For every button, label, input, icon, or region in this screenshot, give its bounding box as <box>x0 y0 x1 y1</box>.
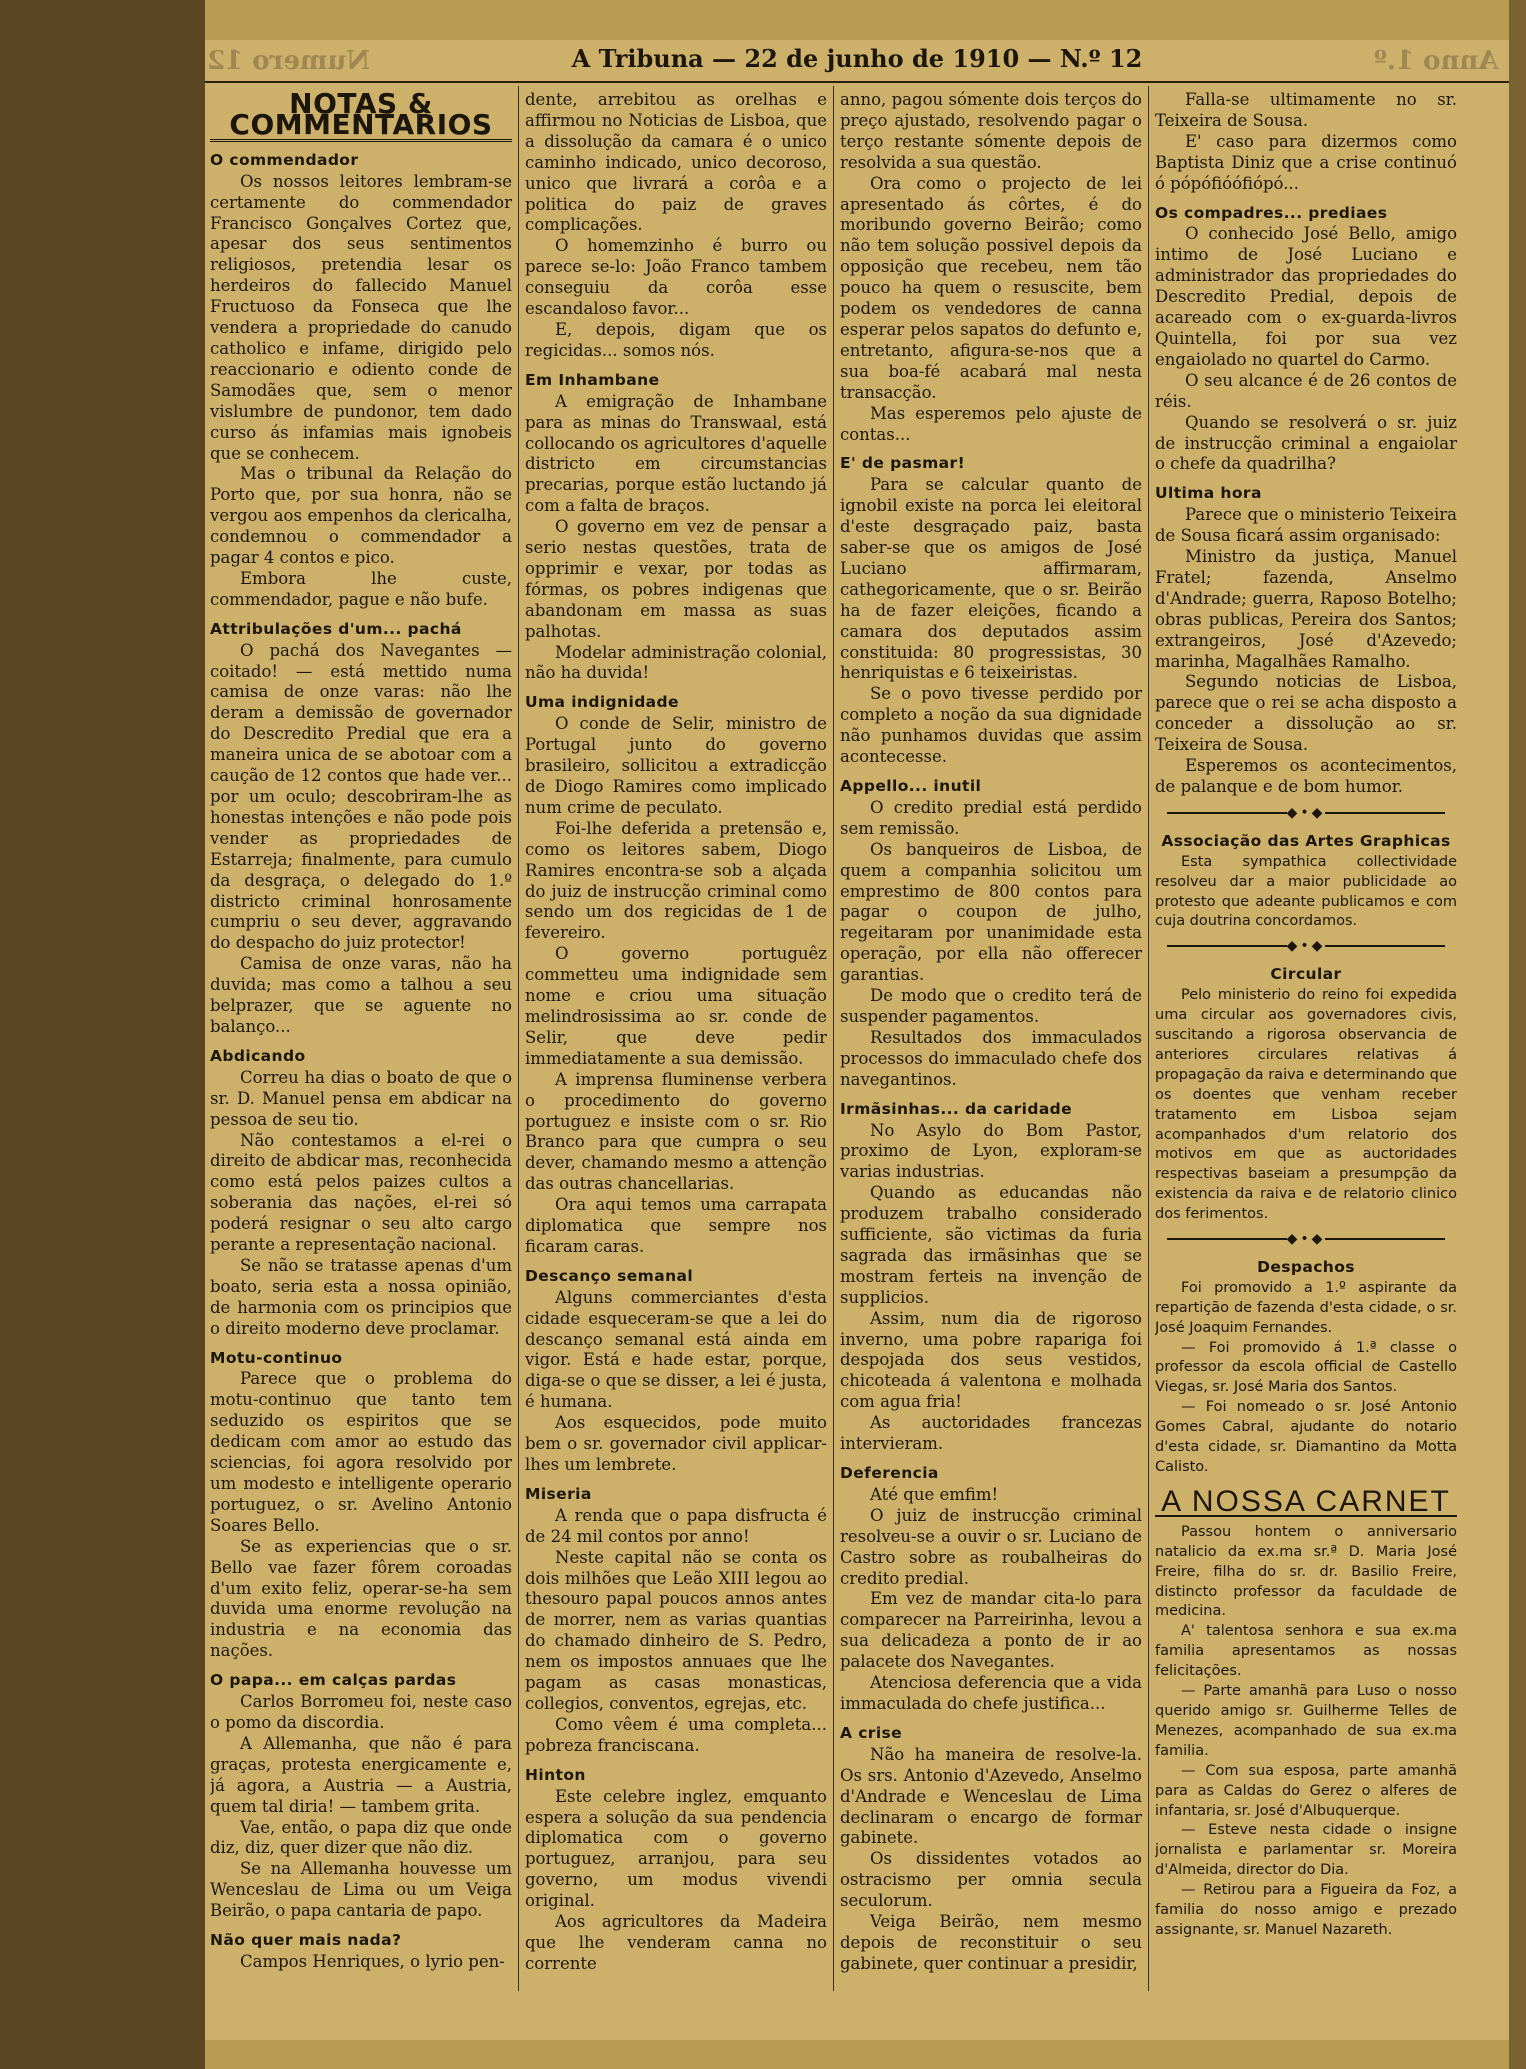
paragraph: Veiga Beirão, nem mesmo depois de reconstituir o seu gabinete, quer continuar a presidir, <box>840 1912 1142 1973</box>
paragraph: Segundo noticias de Lisboa, parece que o rei se acha disposto a conceder a dissolução ao sr. Teixeira de Sousa. <box>1155 672 1457 755</box>
paragraph: Quando as educandas não produzem trabalho considerado sufficiente, são victimas da furia sagrada das irmãsinhas que se mostram ferteis na invenção de supplicios. <box>840 1183 1142 1307</box>
article-heading: Não quer mais nada? <box>210 1931 402 1950</box>
article-heading: O papa... em calças pardas <box>210 1671 457 1690</box>
article-heading: Associação das Artes Graphicas <box>1161 831 1451 850</box>
paragraph: A renda que o papa disfructa é de 24 mil contos por anno! <box>525 1505 827 1546</box>
paragraph: — Parte amanhã para Luso o nosso querido amigo sr. Guilherme Telles de Menezes, acompanhado de sua ex.ma familia. <box>1155 1683 1457 1759</box>
paragraph: Assim, num dia de rigoroso inverno, uma pobre rapariga foi despojada dos seus vestidos, chicoteada á valentona e molhada com agua fria! <box>840 1308 1142 1412</box>
article-heading: Circular <box>1270 965 1342 984</box>
column-3 <box>840 90 1142 2033</box>
column-rule <box>1148 86 1149 1991</box>
paragraph: O credito predial está perdido sem remissão. <box>840 797 1142 838</box>
paragraph: Como vêem é uma completa... pobreza franciscana. <box>525 1714 827 1755</box>
paragraph: Parece que o problema do motu-continuo que tanto tem seduzido os espiritos que se dedicam com amor ao estudo das sciencias, foi agora resolvido por um modesto e intelligente operario portuguez, o sr. Avelino Antonio Soares Bello. <box>210 1369 512 1535</box>
paragraph: anno, pagou sómente dois terços do preço ajustado, resolvendo pagar o terço restante sómente depois de resolvida a sua questão. <box>840 90 1142 172</box>
paragraph: Aos esquecidos, pode muito bem o sr. governador civil applicar-lhes um lembrete. <box>525 1413 827 1474</box>
paragraph: Atenciosa deferencia que a vida immaculada do chefe justifica... <box>840 1673 1142 1713</box>
ornament-divider: ◆•◆ <box>1155 1230 1457 1250</box>
paragraph: O conhecido José Bello, amigo intimo de José Luciano e administrador das propriedades do Descredito Predial, depois de acareado com o ex-guarda-livros Quintella, foi por sua vez engaiolado no quartel do Carmo. <box>1155 224 1457 369</box>
ornament-divider: ◆•◆ <box>1155 803 1457 824</box>
paragraph: O juiz de instrucção criminal resolveu-se a ouvir o sr. Luciano de Castro sobre as roubalheiras do credito predial. <box>840 1505 1142 1588</box>
masthead-bleed-right: Anno 1.º <box>1374 46 1499 76</box>
paragraph: Se as experiencias que o sr. Bello vae fazer fôrem coroadas d'um exito feliz, operar-se-ha sem duvida uma enorme revolução na industria e na economia das nações. <box>210 1536 512 1661</box>
paragraph: Mas esperemos pelo ajuste de contas... <box>840 403 1142 444</box>
paragraph: O pachá dos Navegantes — coitado! — está mettido numa camisa de onze varas: não lhe deram a demissão de governador do Descredito Predial que era a maneira unica de se abotoar com a caução de 12 contos que hade ver... por um oculo; descobriram-lhe as honestas intenções e não pode pois vender as propriedades de Estarreja; finalmente, para cumulo da desgraça, o delegado do 1.º districto criminal honrosamente cumpriu o seu dever, aggravando do despacho do juiz protector! <box>210 640 512 953</box>
paragraph: Se na Allemanha houvesse um Wenceslau de Lima ou um Veiga Beirão, o papa cantaria de papo. <box>210 1859 512 1921</box>
article-heading: Appello... inutil <box>840 777 982 795</box>
column-2 <box>525 90 827 2033</box>
paragraph: O governo portuguêz commetteu uma indignidade sem nome e criou uma situação melindrosissima ao sr. conde de Selir, que deve pedir immediatamente a sua demissão. <box>525 944 827 1068</box>
paragraph: Ministro da justiça, Manuel Fratel; fazenda, Anselmo d'Andrade; guerra, Raposo Botelho; obras publicas, Pereira dos Santos; extrangeiros, José d'Azevedo; marinha, Magalhães Ramalho. <box>1155 547 1457 671</box>
paragraph: A Allemanha, que não é para graças, protesta energicamente e, já agora, a Austria — a Austria, quem tal diria! — tambem grita. <box>210 1733 512 1816</box>
column-4 <box>1155 90 1457 2033</box>
paragraph: Modelar administração colonial, não ha duvida! <box>525 642 827 683</box>
article-heading: A crise <box>840 1723 903 1742</box>
paragraph: Resultados dos immaculados processos do immaculado chefe dos navegantinos. <box>840 1027 1142 1089</box>
paragraph: Falla-se ultimamente no sr. Teixeira de Sousa. <box>1155 90 1457 130</box>
paragraph: Foi promovido a 1.º aspirante da repartição de fazenda d'esta cidade, o sr. José Joaquim Fernandes. <box>1155 1279 1457 1336</box>
paragraph: Para se calcular quanto de ignobil existe na porca lei eleitoral d'este desgraçado paiz, basta saber-se que os amigos de José Luciano affirmaram, cathegoricamente, que o sr. Beirão ha de fazer eleições, ficando a camara dos deputados assim constituida: 80 progressistas, 30 henriquistas e 6 teixeiristas. <box>840 475 1142 683</box>
paragraph: Em vez de mandar cita-lo para comparecer na Parreirinha, levou a sua delicadeza a ponto de ir ao palacete dos Navegantes. <box>840 1589 1142 1672</box>
paragraph: Esta sympathica collectividade resolveu dar a maior publicidade ao protesto que adeante publicamos e com cuja doutrina concordamos. <box>1155 853 1457 930</box>
paragraph: Os nossos leitores lembram-se certamente do commendador Francisco Gonçalves Cortez que, apesar dos seus sentimentos religiosos, pretendia lesar os herdeiros do fallecido Manuel Fructuoso da Fonseca que lhe vendera a propriedade do canudo catholico e infame, dirigido pelo reaccionario e odiento conde de Samodães que, sem o menor vislumbre de pundonor, tem dado curso ás infamias mais ignobeis que se conhecem. <box>210 171 512 463</box>
article-heading: Ultima hora <box>1155 484 1262 503</box>
paragraph: Foi-lhe deferida a pretensão e, como os leitores sabem, Diogo Ramires encontra-se sob a alçada do juiz de instrucção criminal como sendo um dos regicidas de 1 de fevereiro. <box>525 818 827 943</box>
article-heading: Hinton <box>525 1765 586 1784</box>
paragraph: O homemzinho é burro ou parece se-lo: João Franco tambem conseguiu da corôa esse escandaloso favor... <box>525 236 827 319</box>
paragraph: Neste capital não se conta os dois milhões que Leão XIII legou ao thesouro papal poucos annos antes de morrer, nem as varias quantias do chamado dinheiro de S. Pedro, nem os impostos annuaes que lhe pagam as casas monasticas, collegios, conventos, egrejas, etc. <box>525 1547 827 1713</box>
page-edge-right <box>1509 0 1526 2069</box>
masthead-title: A Tribuna — 22 de junho de 1910 — N.º 12 <box>571 44 1143 73</box>
carnet-title: A NOSSA CARNET <box>1155 1492 1457 1517</box>
article-heading: Uma indignidade <box>525 693 679 712</box>
paragraph: Os dissidentes votados ao ostracismo per omnia secula seculorum. <box>840 1849 1142 1911</box>
paragraph: A emigração de Inhambane para as minas do Transwaal, está collocando os agricultores d'aquelle districto em circumstancias precarias, porque estão luctando já com a falta de braços. <box>525 391 827 516</box>
article-heading: E' de pasmar! <box>840 454 966 473</box>
paragraph: Alguns commerciantes d'esta cidade esqueceram-se que a lei do descanço semanal está ainda em vigor. Está e hade estar, porque, diga-se o que se disser, a lei é justa, é humana. <box>525 1287 827 1412</box>
column-1 <box>210 90 512 2033</box>
masthead-rule <box>205 81 1509 83</box>
book-spine-shadow <box>0 0 205 2069</box>
paragraph: Parece que o ministerio Teixeira de Sousa ficará assim organisado: <box>1155 505 1457 546</box>
paragraph: — Foi promovido á 1.ª classe o professor da escola official de Castello Viegas, sr. José Maria dos Santos. <box>1155 1339 1457 1396</box>
article-heading: Despachos <box>1257 1257 1355 1276</box>
article-heading: Deferencia <box>840 1464 939 1482</box>
paragraph: Ora como o projecto de lei apresentado ás côrtes, é do moribundo governo Beirão; como não tem solução possivel depois da opposição que recebeu, nem tão pouco ha quem o resuscite, bem podem os vendedores de canna esperar pelos sapatos do defunto e, entretanto, afigura-se-nos que a sua boa-fé acabará mal nesta transacção. <box>840 173 1142 402</box>
paragraph: Não contestamos a el-rei o direito de abdicar mas, reconhecida como está pelos paizes cultos a soberania das nações, el-rei só poderá resignar o seu alto cargo perante a representação nacional. <box>210 1130 512 1255</box>
article-heading: Irmãsinhas... da caridade <box>840 1099 1073 1118</box>
paragraph: No Asylo do Bom Pastor, proximo de Lyon, exploram-se varias industrias. <box>840 1120 1142 1182</box>
small-print-block <box>1155 832 1457 1941</box>
paragraph: Passou hontem o anniversario natalicio da ex.ma sr.ª D. Maria José Freire, filha do sr. dr. Basilio Freire, distincto professor da faculdade de medicina. <box>1155 1523 1457 1620</box>
paragraph: A imprensa fluminense verbera o procedimento do governo portuguez e insiste com o sr. Rio Branco para que cumpra o seu dever, chamando mesmo a attenção das outras chancellarias. <box>525 1069 827 1194</box>
paragraph: — Esteve nesta cidade o insigne jornalista e parlamentar sr. Moreira d'Almeida, director do Dia. <box>1155 1822 1457 1879</box>
paragraph: Quando se resolverá o sr. juiz de instrucção criminal a engaiolar o chefe da quadrilha? <box>1155 412 1457 474</box>
paragraph: Correu ha dias o boato de que o sr. D. Manuel pensa em abdicar na pessoa de seu tio. <box>210 1067 512 1129</box>
paragraph: Até que emfim! <box>870 1484 999 1504</box>
paragraph: Não ha maneira de resolve-la. Os srs. Antonio d'Azevedo, Anselmo d'Andrade e Wenceslau de Lima declinaram o encargo de formar gabinete. <box>840 1744 1142 1848</box>
paragraph: O conde de Selir, ministro de Portugal junto do governo brasileiro, sollicitou a extradicção de Diogo Ramires como implicado num crime de peculato. <box>525 714 827 817</box>
paragraph: Ora aqui temos uma carrapata diplomatica que sempre nos ficaram caras. <box>525 1195 827 1256</box>
paragraph: Carlos Borromeu foi, neste caso o pomo da discordia. <box>210 1692 512 1732</box>
section-title: NOTAS & COMMENTARIOS <box>210 94 512 142</box>
paragraph: Vae, então, o papa diz que onde diz, diz, quer dizer que não diz. <box>210 1817 512 1858</box>
paragraph: Embora lhe custe, commendador, pague e não bufe. <box>210 568 512 609</box>
masthead <box>205 44 1509 80</box>
article-heading: Miseria <box>525 1484 592 1503</box>
article-heading: Motu-continuo <box>210 1348 343 1367</box>
paragraph: O seu alcance é de 26 contos de réis. <box>1155 370 1457 411</box>
paragraph: dente, arrebitou as orelhas e affirmou no Noticias de Lisboa, que a dissolução da camara é o unico caminho indicado, unico decoroso, unico que livrará a corôa e a politica do paiz de graves complicações. <box>525 90 827 235</box>
paragraph: Se o povo tivesse perdido por completo a noção da sua dignidade não punhamos duvidas que assim acontecesse. <box>840 684 1142 767</box>
paragraph: Os banqueiros de Lisboa, de quem a companhia solicitou um emprestimo de 800 contos para pagar o coupon de julho, regeitaram por unanimidade esta operação, por ella não offerecer garantias. <box>840 839 1142 985</box>
ornament-divider: ◆•◆ <box>1155 937 1457 957</box>
paragraph: Campos Henriques, o lyrio pen- <box>240 1951 505 1971</box>
paragraph: — Foi nomeado o sr. José Antonio Gomes Cabral, ajudante do notario d'esta cidade, sr. Diamantino da Motta Calisto. <box>1155 1399 1457 1475</box>
paragraph: Se não se tratasse apenas d'um boato, seria esta a nossa opinião, de harmonia com os principios que o direito moderno deve proclamar. <box>210 1255 512 1338</box>
paragraph: O governo em vez de pensar a serio nestas questões, trata de opprimir e vexar, por todas as fórmas, os pobres indigenas que abandonam em massa as suas palhotas. <box>525 517 827 641</box>
column-rule <box>518 86 519 1991</box>
paragraph: Pelo ministerio do reino foi expedida uma circular aos governadores civis, suscitando a rigorosa observancia de anteriores circulares relativas á propagação da raiva e determinando que os doentes que venham receber tratamento em Lisboa sejam acompanhados d'um relatorio dos motivos em que as auctoridades respectivas baseiam a presumpção da existencia da raiva e de relatorio clinico dos ferimentos. <box>1155 987 1457 1223</box>
paragraph: Mas o tribunal da Relação do Porto que, por sua honra, não se vergou aos empenhos da clericalha, condemnou o commendador a pagar 4 contos e pico. <box>210 464 512 568</box>
paragraph: — Retirou para a Figueira da Foz, a familia do nosso amigo e prezado assignante, sr. Manuel Nazareth. <box>1155 1882 1457 1938</box>
article-heading: Abdicando <box>210 1046 306 1065</box>
paragraph: A' talentosa senhora e sua ex.ma familia apresentamos as nossas felicitações. <box>1155 1623 1457 1680</box>
paragraph: Este celebre inglez, emquanto espera a solução da sua pendencia diplomatica com o governo portuguez, arranjou, para seu governo, um modus vivendi original. <box>525 1786 827 1911</box>
article-heading: O commendador <box>210 150 359 169</box>
paragraph: Aos agricultores da Madeira que lhe venderam canna no corrente <box>525 1912 827 1973</box>
paragraph: E, depois, digam que os regicidas... somos nós. <box>525 319 827 360</box>
paragraph: As auctoridades francezas intervieram. <box>840 1413 1142 1454</box>
article-heading: Descanço semanal <box>525 1266 694 1285</box>
paragraph: Camisa de onze varas, não ha duvida; mas como a talhou a seu belprazer, que se aguente no balanço... <box>210 954 512 1036</box>
masthead-bleed-left: Numero 12 <box>207 46 370 76</box>
article-heading: Attribulações d'um... pachá <box>210 619 462 638</box>
paragraph: E' caso para dizermos como Baptista Diniz que a crise continuó ó pópófióófiópó... <box>1155 131 1457 193</box>
article-heading: Os compadres... prediaes <box>1155 203 1388 222</box>
column-rule <box>833 86 834 1991</box>
paragraph: De modo que o credito terá de suspender pagamentos. <box>840 986 1142 1026</box>
paragraph: — Com sua esposa, parte amanhã para as Caldas do Gerez o alferes de infantaria, sr. José d'Albuquerque. <box>1155 1762 1457 1819</box>
article-heading: Em Inhambane <box>525 370 660 389</box>
paragraph: Esperemos os acontecimentos, de palanque e de bom humor. <box>1155 756 1457 796</box>
